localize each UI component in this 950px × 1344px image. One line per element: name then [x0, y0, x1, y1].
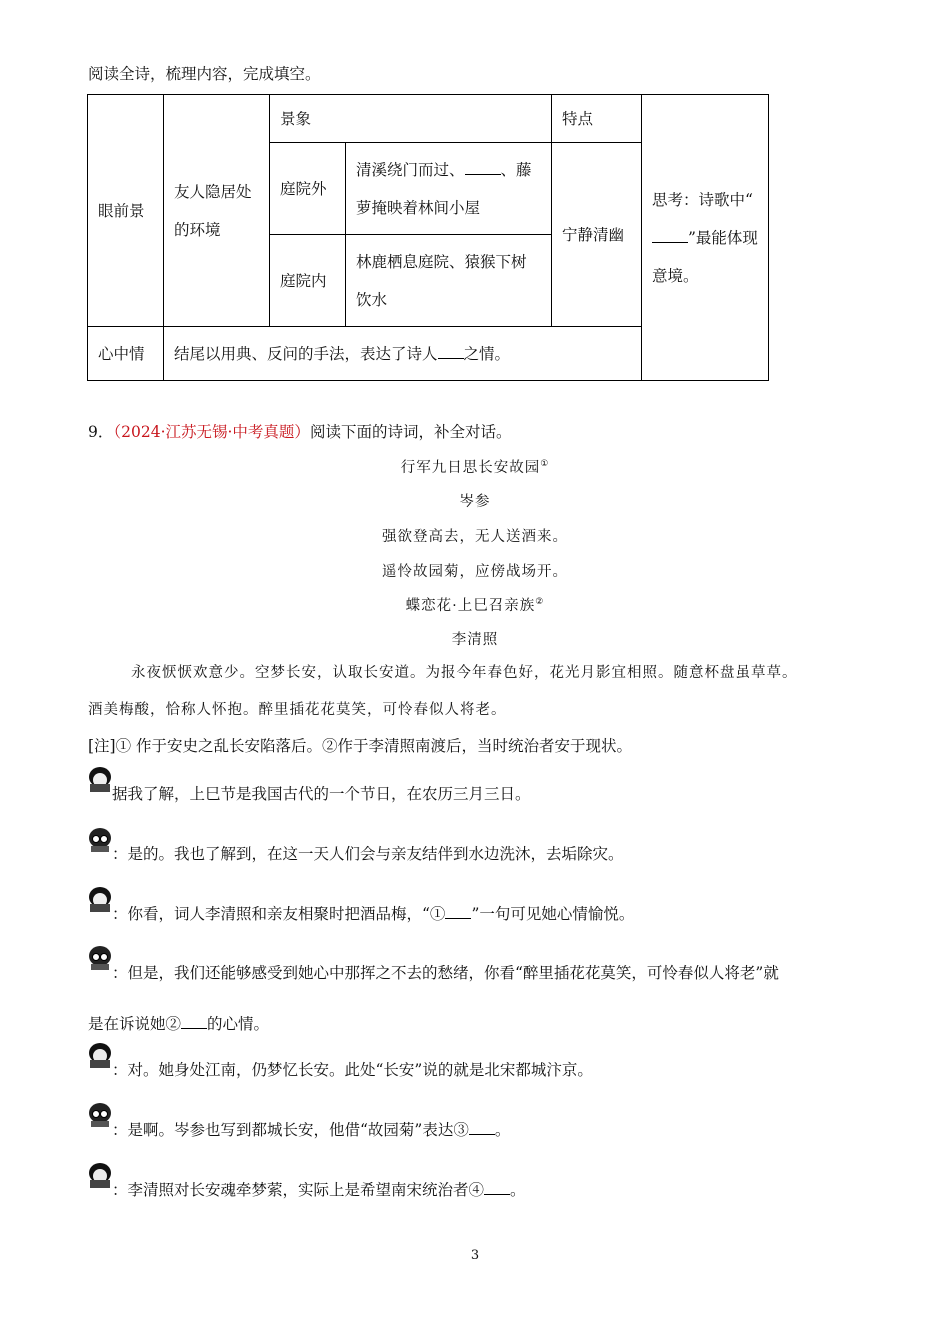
speaker-b-avatar-icon [88, 944, 112, 970]
dialogue-line-6: ：是啊。岑参也写到都城长安，他借“故园菊”表达③ 。 [112, 1121, 511, 1139]
speaker-a-avatar-icon [88, 1162, 112, 1188]
answer-blank[interactable] [652, 228, 688, 243]
speaker-a-avatar-icon [88, 886, 112, 912]
cell-heart-label: 心中情 [88, 327, 164, 381]
answer-blank-4[interactable] [484, 1180, 510, 1195]
speaker-b-avatar-icon [88, 1101, 112, 1127]
cell-feature-header: 特点 [552, 95, 642, 143]
cell-feature: 宁静清幽 [552, 143, 642, 327]
cell-yard-out: 庭院外 [270, 143, 346, 235]
content-table [87, 94, 769, 381]
cell-think: 思考：诗歌中“”最能体现意境。 [642, 95, 769, 381]
speaker-b-avatar-icon [88, 826, 112, 852]
cell-heart-text: 结尾以用典、反问的手法，表达了诗人 之情。 [164, 327, 642, 381]
poem2-text-1: 永夜恹恹欢意少。空梦长安，认取长安道。为报今年春色好，花光月影宜相照。随意杯盘虽草草。 [131, 665, 798, 681]
poem2-text-2: 酒美梅酸，恰称人怀抱。醉里插花花莫笑，可怜春似人将老。 [88, 702, 507, 718]
instruction-text: 阅读全诗，梳理内容，完成填空。 [88, 65, 321, 83]
speaker-a-avatar-icon [88, 1042, 112, 1068]
answer-blank-3[interactable] [469, 1120, 495, 1135]
page-number: 3 [470, 1248, 480, 1263]
dialogue-line-2: ：是的。我也了解到，在这一天人们会与亲友结伴到水边洗沐，去垢除灾。 [112, 845, 624, 863]
answer-blank-2[interactable] [181, 1014, 207, 1029]
poem1-line1: 强欲登高去，无人送酒来。 [382, 529, 568, 545]
answer-blank[interactable] [465, 160, 501, 175]
answer-blank[interactable] [438, 344, 464, 359]
cell-friend-env: 友人隐居处的环境 [164, 95, 270, 327]
question-heading [88, 420, 511, 442]
cell-yard-in-text: 林鹿栖息庭院、猿猴下树饮水 [346, 235, 552, 327]
answer-blank-1[interactable] [445, 904, 471, 919]
dialogue-line-3: ：你看，词人李清照和亲友相聚时把酒品梅，“① ”一句可见她心情愉悦。 [112, 905, 635, 923]
poem1-title: 行军九日思长安故园① [400, 459, 550, 476]
poem2-author: 李清照 [451, 632, 499, 648]
poem2-title: 蝶恋花·上巳召亲族② [405, 597, 545, 614]
question-number: 9． [88, 423, 114, 441]
dialogue-line-5: ：对。她身处江南，仍梦忆长安。此处“长安”说的就是北宋都城汴京。 [112, 1061, 593, 1079]
annotation-note: [注]① 作于安史之乱长安陷落后。②作于李清照南渡后，当时统治者安于现状。 [88, 737, 633, 755]
cell-yard-in: 庭院内 [270, 235, 346, 327]
cell-eye-scene: 眼前景 [88, 95, 164, 327]
speaker-a-avatar-icon [88, 766, 112, 792]
dialogue-line-4-cont: 是在诉说她② 的心情。 [88, 1015, 270, 1033]
dialogue-line-4: ：但是，我们还能够感受到她心中那挥之不去的愁绪，你看“醉里插花花莫笑，可怜春似人将老”就 [112, 964, 779, 982]
poem1-line2: 遥怜故园菊，应傍战场开。 [382, 564, 568, 580]
question-prompt: 阅读下面的诗词，补全对话。 [309, 423, 512, 441]
question-source: （2024·江苏无锡·中考真题） [113, 423, 310, 441]
cell-scene-header: 景象 [270, 95, 552, 143]
dialogue-line-7: ：李清照对长安魂牵梦萦，实际上是希望南宋统治者④ 。 [112, 1181, 526, 1199]
cell-yard-out-text: 清溪绕门而过、 、藤萝掩映着林间小屋 [346, 143, 552, 235]
poem1-author: 岑参 [459, 494, 491, 510]
dialogue-line-1: 据我了解，上巳节是我国古代的一个节日，在农历三月三日。 [112, 785, 531, 803]
